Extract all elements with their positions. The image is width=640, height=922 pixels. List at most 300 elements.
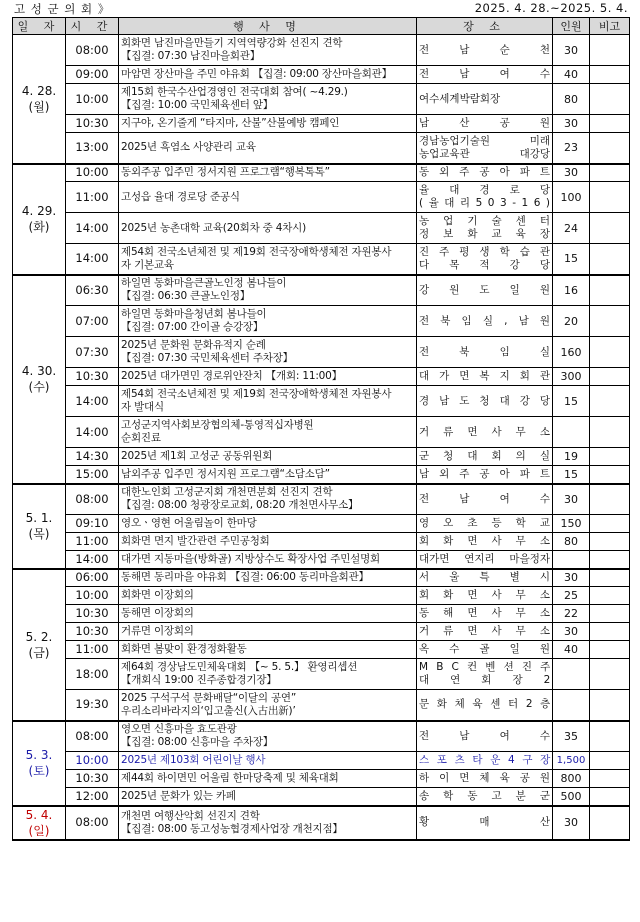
place-cell <box>417 133 553 164</box>
place-cell-line: 서 울 특 별 시 <box>419 571 550 584</box>
place-cell-line: 전 북 임 실 <box>419 345 550 358</box>
table-row <box>13 35 630 66</box>
table-row <box>13 337 630 368</box>
table-row <box>13 623 630 641</box>
event-cell <box>119 386 417 417</box>
table-row <box>13 306 630 337</box>
time-cell: 15:00 <box>66 466 119 484</box>
place-cell <box>417 35 553 66</box>
time-cell: 08:00 <box>66 721 119 752</box>
place-cell <box>417 115 553 133</box>
note-cell <box>590 690 630 721</box>
place-cell-line: 송 학 동 고 분 군 <box>419 789 550 802</box>
place-cell-line: 경 남 도 청 대 강 당 <box>419 394 550 407</box>
table-row <box>13 275 630 306</box>
table-row <box>13 182 630 213</box>
note-cell <box>590 448 630 466</box>
time-cell: 07:00 <box>66 306 119 337</box>
col-event: 행 사 명 <box>119 18 417 35</box>
note-cell <box>590 515 630 533</box>
place-cell-line: 거 류 면 사 무 소 <box>419 425 550 438</box>
time-cell: 11:00 <box>66 641 119 659</box>
count-cell: 30 <box>553 115 590 133</box>
place-cell-line: M B C 컨 벤 션 진 주 <box>419 661 550 673</box>
place-cell <box>417 164 553 182</box>
event-cell <box>119 623 417 641</box>
header-bar <box>0 0 640 17</box>
note-cell <box>590 533 630 551</box>
place-cell-line: 전 남 여 수 <box>419 729 550 742</box>
place-cell <box>417 182 553 213</box>
event-cell <box>119 551 417 569</box>
note-cell <box>590 337 630 368</box>
place-cell-line: ( 율 대 리 5 0 3 - 1 6 ) <box>419 197 550 209</box>
note-cell <box>590 244 630 275</box>
date-cell <box>13 164 66 275</box>
event-cell-line: 【집결: 07:30 남진마을회관】 <box>121 50 261 62</box>
event-cell-line: 【집결: 06:30 큰골노인정】 <box>121 290 251 303</box>
time-cell: 10:30 <box>66 115 119 133</box>
date-line: (월) <box>28 99 50 114</box>
event-cell <box>119 569 417 587</box>
schedule-table <box>12 17 630 841</box>
note-cell <box>590 752 630 770</box>
place-cell-line: 하 이 면 체 육 공 원 <box>419 772 550 784</box>
note-cell <box>590 306 630 337</box>
event-cell <box>119 35 417 66</box>
place-cell <box>417 66 553 84</box>
event-cell-line: 영오면 신흥마을 효도관광 <box>121 723 237 736</box>
table-row <box>13 659 630 690</box>
table-row <box>13 466 630 484</box>
event-cell-line: 자 발대식 <box>121 401 164 413</box>
date-cell <box>13 806 66 840</box>
event-cell <box>119 84 417 115</box>
date-line: (목) <box>28 527 50 541</box>
count-cell <box>553 659 590 690</box>
date-line: (화) <box>28 220 50 234</box>
event-cell <box>119 641 417 659</box>
event-cell-line: 동외주공 입주민 정서지원 프로그램“행복톡톡” <box>121 166 330 179</box>
time-cell: 18:00 <box>66 659 119 690</box>
event-cell <box>119 752 417 770</box>
table-row <box>13 752 630 770</box>
date-cell <box>13 484 66 569</box>
place-cell <box>417 551 553 569</box>
place-cell <box>417 587 553 605</box>
time-cell: 06:00 <box>66 569 119 587</box>
note-cell <box>590 623 630 641</box>
time-cell: 07:30 <box>66 337 119 368</box>
note-cell <box>590 164 630 182</box>
note-cell <box>590 788 630 806</box>
time-cell: 10:00 <box>66 587 119 605</box>
event-cell-line: 2025년 문화원 문화유적지 순례 <box>121 339 266 351</box>
count-cell <box>553 417 590 448</box>
note-cell <box>590 770 630 788</box>
place-cell-line: 남 산 공 원 <box>419 117 550 129</box>
place-cell <box>417 569 553 587</box>
date-cell <box>13 569 66 721</box>
time-cell: 10:00 <box>66 84 119 115</box>
place-cell <box>417 244 553 275</box>
col-place: 장 소 <box>417 18 553 35</box>
note-cell <box>590 417 630 448</box>
place-cell-line: 다 목 적 강 당 <box>419 258 550 271</box>
time-cell: 14:00 <box>66 244 119 275</box>
event-cell <box>119 788 417 806</box>
date-cell <box>13 275 66 484</box>
event-cell-line: 거류면 이장회의 <box>121 625 194 637</box>
note-cell <box>590 133 630 164</box>
table-row <box>13 448 630 466</box>
time-cell: 06:30 <box>66 275 119 306</box>
count-cell: 22 <box>553 605 590 623</box>
date-line: 5. 1. <box>25 511 53 525</box>
place-cell-line: 여수세계박람회장 <box>419 92 501 105</box>
time-cell: 12:00 <box>66 788 119 806</box>
place-cell <box>417 770 553 788</box>
event-cell-line: 2025년 문화가 있는 카페 <box>121 789 236 802</box>
place-cell <box>417 84 553 115</box>
place-cell <box>417 213 553 244</box>
table-row <box>13 721 630 752</box>
event-cell <box>119 690 417 721</box>
count-cell: 19 <box>553 448 590 466</box>
event-cell-line: 【집결: 08:00 신흥마을 주차장】 <box>121 736 274 749</box>
event-cell-line: 제15회 한국수산업경영인 전국대회 참여( ~4.29.) <box>121 86 348 98</box>
event-cell <box>119 306 417 337</box>
place-cell-line: 거 류 면 사 무 소 <box>419 625 550 637</box>
schedule-body <box>13 35 630 840</box>
event-cell <box>119 182 417 213</box>
count-cell: 35 <box>553 721 590 752</box>
event-cell-line: 제44회 하이면민 어울림 한마당축제 및 체육대회 <box>121 772 339 784</box>
table-row <box>13 605 630 623</box>
event-cell <box>119 244 417 275</box>
time-cell: 10:30 <box>66 368 119 386</box>
event-cell <box>119 466 417 484</box>
event-cell <box>119 806 417 840</box>
table-row <box>13 690 630 721</box>
place-cell-line: 대 연 회 장 2 <box>419 674 550 686</box>
period: 2025. 4. 28.~2025. 5. 4. <box>474 1 628 15</box>
event-cell-line: 【집결: 10:00 국민체육센터 앞】 <box>121 99 274 111</box>
note-cell <box>590 182 630 213</box>
table-row <box>13 788 630 806</box>
table-row <box>13 417 630 448</box>
event-cell-line: 대가면 지동마을(방화골) 지방상수도 확장사업 주민설명회 <box>121 552 380 565</box>
note-cell <box>590 66 630 84</box>
date-line: 4. 28. <box>21 83 57 98</box>
count-cell <box>553 690 590 721</box>
note-cell <box>590 386 630 417</box>
time-cell: 10:30 <box>66 623 119 641</box>
count-cell: 80 <box>553 84 590 115</box>
date-line: (금) <box>28 645 50 660</box>
date-line: 5. 2. <box>25 629 53 644</box>
table-row <box>13 770 630 788</box>
time-cell: 09:00 <box>66 66 119 84</box>
place-cell-line: 농 업 기 술 센 터 <box>419 215 550 227</box>
place-cell-line: 정 보 화 교 육 장 <box>419 228 550 240</box>
event-cell-line: 영오ㆍ영현 어울림놀이 한마당 <box>121 517 257 529</box>
table-row <box>13 484 630 515</box>
count-cell: 40 <box>553 641 590 659</box>
event-cell-line: 동해면 동리마을 야유회 【집결: 06:00 동리마을회관】 <box>121 571 369 584</box>
note-cell <box>590 641 630 659</box>
count-cell: 300 <box>553 368 590 386</box>
note-cell <box>590 605 630 623</box>
note-cell <box>590 466 630 484</box>
table-row <box>13 569 630 587</box>
place-cell-line: 진 주 평 생 학 습 관 <box>419 245 550 258</box>
event-cell <box>119 164 417 182</box>
table-row <box>13 115 630 133</box>
place-cell-line: 문 화 체 육 센 터 2 층 <box>419 698 550 711</box>
event-cell <box>119 133 417 164</box>
event-cell-line: 동해면 이장회의 <box>121 607 194 619</box>
place-cell <box>417 515 553 533</box>
date-line: 5. 4. <box>25 807 53 822</box>
place-cell <box>417 275 553 306</box>
event-cell-line: 2025년 흑염소 사양관리 교육 <box>121 141 256 154</box>
place-cell-line: 전 남 여 수 <box>419 68 550 80</box>
place-cell <box>417 448 553 466</box>
event-cell <box>119 533 417 551</box>
time-cell: 14:00 <box>66 213 119 244</box>
date-line: 5. 3. <box>25 748 53 762</box>
event-cell <box>119 417 417 448</box>
count-cell: 100 <box>553 182 590 213</box>
table-row <box>13 164 630 182</box>
place-cell-line: 옥 수 골 일 원 <box>419 643 550 655</box>
count-cell: 150 <box>553 515 590 533</box>
place-cell-line: 남 외 주 공 아 파 트 <box>419 467 550 480</box>
event-cell <box>119 368 417 386</box>
count-cell: 30 <box>553 569 590 587</box>
note-cell <box>590 213 630 244</box>
place-cell <box>417 368 553 386</box>
event-cell <box>119 721 417 752</box>
time-cell: 10:00 <box>66 164 119 182</box>
count-cell: 15 <box>553 244 590 275</box>
note-cell <box>590 35 630 66</box>
count-cell <box>553 551 590 569</box>
count-cell: 800 <box>553 770 590 788</box>
place-cell <box>417 337 553 368</box>
time-cell: 10:00 <box>66 752 119 770</box>
event-cell <box>119 115 417 133</box>
table-row <box>13 551 630 569</box>
count-cell: 15 <box>553 386 590 417</box>
place-cell-line: 강 원 도 일 원 <box>419 283 550 296</box>
place-cell <box>417 306 553 337</box>
place-cell-line: 스 포 츠 타 운 4 구 장 <box>419 754 550 766</box>
note-cell <box>590 275 630 306</box>
event-cell-line: 대한노인회 고성군지회 개천면분회 선진지 견학 <box>121 486 333 499</box>
count-cell: 23 <box>553 133 590 164</box>
place-cell <box>417 721 553 752</box>
event-cell <box>119 337 417 368</box>
table-row <box>13 84 630 115</box>
place-cell <box>417 806 553 840</box>
count-cell: 500 <box>553 788 590 806</box>
place-cell-line: 전 남 여 수 <box>419 492 550 505</box>
event-cell-line: 회화면 봄맞이 환경정화활동 <box>121 643 247 655</box>
note-cell <box>590 368 630 386</box>
time-cell: 09:10 <box>66 515 119 533</box>
event-cell-line: 2025 구석구석 문화배달“이달의 공연” <box>121 691 297 704</box>
event-cell-line: 제54회 전국소년체전 및 제19회 전국장애학생체전 자원봉사 <box>121 388 392 400</box>
event-cell-line: 【집결: 07:30 국민체육센터 주차장】 <box>121 352 293 364</box>
event-cell-line: 【집결: 07:00 간이골 승강장】 <box>121 321 264 333</box>
note-cell <box>590 84 630 115</box>
count-cell: 160 <box>553 337 590 368</box>
table-row <box>13 587 630 605</box>
event-cell <box>119 605 417 623</box>
place-cell <box>417 533 553 551</box>
place-cell <box>417 417 553 448</box>
count-cell: 1,500 <box>553 752 590 770</box>
count-cell: 25 <box>553 587 590 605</box>
event-cell-line: 2025년 제103회 어린이날 행사 <box>121 754 266 766</box>
place-cell <box>417 466 553 484</box>
place-cell-line: 대 가 면 복 지 회 관 <box>419 370 550 382</box>
count-cell: 30 <box>553 806 590 840</box>
time-cell: 08:00 <box>66 484 119 515</box>
event-cell-line: 하일면 동화마을청년회 봄나들이 <box>121 308 267 320</box>
note-cell <box>590 587 630 605</box>
count-cell: 20 <box>553 306 590 337</box>
event-cell-line: 2025년 대가면민 경로위안잔치 【개회: 11:00】 <box>121 370 342 382</box>
count-cell: 30 <box>553 484 590 515</box>
table-row <box>13 213 630 244</box>
count-cell: 30 <box>553 623 590 641</box>
table-row <box>13 641 630 659</box>
place-cell <box>417 788 553 806</box>
table-row <box>13 66 630 84</box>
place-cell <box>417 386 553 417</box>
table-row <box>13 515 630 533</box>
note-cell <box>590 115 630 133</box>
place-cell <box>417 641 553 659</box>
time-cell: 14:30 <box>66 448 119 466</box>
place-cell-line: 동 외 주 공 아 파 트 <box>419 166 550 179</box>
place-cell-line: 대가면 연지리 마을정자 <box>419 552 550 565</box>
place-cell-line: 전 남 순 천 <box>419 43 550 56</box>
place-cell-line: 율 대 경 로 당 <box>419 184 550 196</box>
event-cell-line: 자 기본교육 <box>121 258 174 271</box>
date-line: 4. 29. <box>21 204 57 218</box>
place-cell <box>417 484 553 515</box>
place-cell-line: 회 화 면 사 무 소 <box>419 589 550 601</box>
count-cell: 15 <box>553 466 590 484</box>
event-cell <box>119 484 417 515</box>
table-row <box>13 368 630 386</box>
header-row <box>13 18 630 35</box>
place-cell-line: 경남농업기술원 미래 <box>419 134 550 147</box>
time-cell: 08:00 <box>66 806 119 840</box>
event-cell <box>119 213 417 244</box>
place-cell-line: 군 청 대 회 의 실 <box>419 450 550 462</box>
event-cell-line: 회화면 면지 발간관련 주민공청회 <box>121 535 270 547</box>
col-time: 시 간 <box>66 18 119 35</box>
date-line: (일) <box>28 823 50 838</box>
count-cell: 40 <box>553 66 590 84</box>
col-date: 일 자 <box>13 18 66 35</box>
event-cell <box>119 66 417 84</box>
event-cell <box>119 275 417 306</box>
event-cell <box>119 515 417 533</box>
place-cell <box>417 623 553 641</box>
note-cell <box>590 551 630 569</box>
date-cell <box>13 35 66 164</box>
count-cell: 80 <box>553 533 590 551</box>
date-cell <box>13 721 66 806</box>
count-cell: 30 <box>553 164 590 182</box>
table-row <box>13 133 630 164</box>
event-cell-line: 회화면 이장회의 <box>121 589 194 601</box>
table-row <box>13 244 630 275</box>
place-cell-line: 영 오 초 등 학 교 <box>419 517 550 529</box>
time-cell: 14:00 <box>66 386 119 417</box>
note-cell <box>590 569 630 587</box>
time-cell: 11:00 <box>66 533 119 551</box>
org-title: 고 성 군 의 회 》 <box>14 2 111 16</box>
time-cell: 08:00 <box>66 35 119 66</box>
date-line: (수) <box>28 380 50 394</box>
event-cell <box>119 587 417 605</box>
event-cell-line: 남외주공 입주민 정서지원 프로그램“소담소담” <box>121 467 330 480</box>
note-cell <box>590 721 630 752</box>
event-cell <box>119 770 417 788</box>
table-row <box>13 386 630 417</box>
time-cell: 11:00 <box>66 182 119 213</box>
count-cell: 30 <box>553 35 590 66</box>
time-cell: 10:30 <box>66 605 119 623</box>
event-cell-line: 개천면 여행산악회 선진지 견학 <box>121 809 260 822</box>
note-cell <box>590 659 630 690</box>
event-cell-line: 순회진료 <box>121 432 161 444</box>
place-cell-line: 농업교육관 대강당 <box>419 147 550 160</box>
count-cell: 16 <box>553 275 590 306</box>
time-cell: 14:00 <box>66 551 119 569</box>
time-cell: 10:30 <box>66 770 119 788</box>
table-row <box>13 806 630 840</box>
event-cell-line: 제64회 경상남도민체육대회 【~ 5. 5.】 환영리셉션 <box>121 661 358 673</box>
event-cell-line: 우리소리바라지의‘입고출신(入古出新)’ <box>121 704 296 717</box>
col-count: 인원 <box>553 18 590 35</box>
place-cell-line: 전 북 임 실 , 남 원 <box>419 314 550 327</box>
event-cell-line: 2025년 농촌대학 교육(20회차 중 4차시) <box>121 221 307 234</box>
table-row <box>13 533 630 551</box>
event-cell-line: 【집결: 08:00 동고성농협경제사업장 개천지점】 <box>121 822 343 835</box>
place-cell <box>417 659 553 690</box>
time-cell: 19:30 <box>66 690 119 721</box>
count-cell: 24 <box>553 213 590 244</box>
event-cell <box>119 659 417 690</box>
place-cell-line: 동 해 면 사 무 소 <box>419 607 550 619</box>
col-note: 비고 <box>590 18 630 35</box>
place-cell-line: 황 매 산 <box>419 816 550 828</box>
event-cell-line: 하일면 동화마을큰골노인정 봄나들이 <box>121 277 287 290</box>
note-cell <box>590 806 630 840</box>
place-cell <box>417 752 553 770</box>
event-cell-line: 【개회식 19:00 진주종합경기장】 <box>121 674 277 686</box>
date-line: 4. 30. <box>21 364 57 378</box>
event-cell-line: 마암면 장산마을 주민 야유회 【집결: 09:00 장산마을회관】 <box>121 68 392 80</box>
